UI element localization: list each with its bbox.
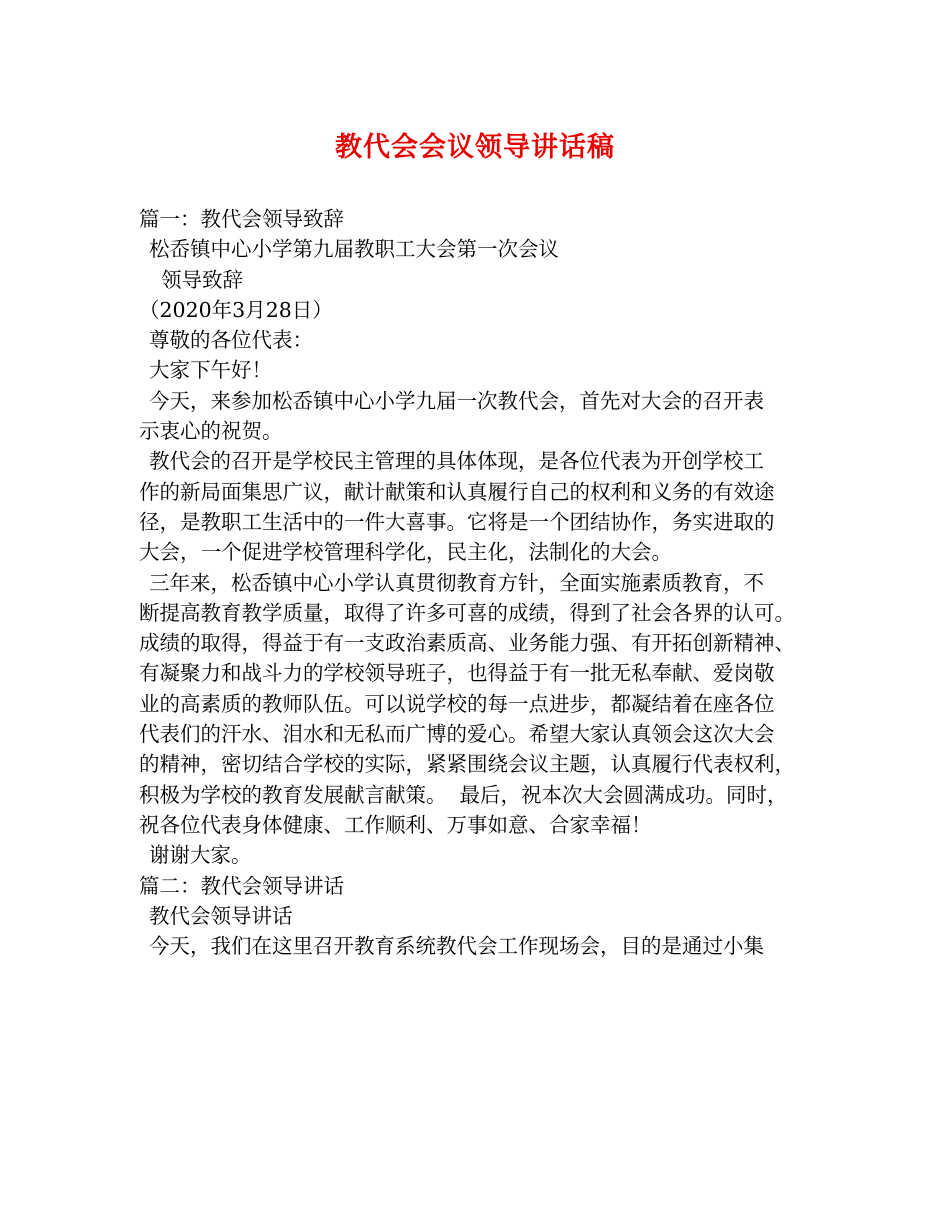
- paragraph-line: 示衷心的祝贺。: [139, 419, 283, 444]
- paragraph-line: 有凝聚力和战斗力的学校领导班子，也得益于有一批无私奉献、爱岗敬: [139, 661, 775, 686]
- paragraph-line: 作的新局面集思广议，献计献策和认真履行自己的权利和义务的有效途: [139, 479, 775, 504]
- paragraph-line: 祝各位代表身体健康、工作顺利、万事如意、合家幸福！: [139, 812, 652, 837]
- paragraph-line: 三年来，松岙镇中心小学认真贯彻教育方针，全面实施素质教育，不: [149, 570, 764, 595]
- closing-thanks: 谢谢大家。: [149, 843, 252, 868]
- paragraph-line: 今天，我们在这里召开教育系统教代会工作现场会，目的是通过小集: [149, 934, 764, 959]
- paragraph-line: 今天，来参加松岙镇中心小学九届一次教代会，首先对大会的召开表: [149, 388, 764, 413]
- speech-subtitle: 教代会领导讲话: [149, 903, 293, 928]
- meeting-name: 松岙镇中心小学第九届教职工大会第一次会议: [149, 237, 559, 262]
- section-heading: 篇二：教代会领导讲话: [139, 873, 344, 898]
- paragraph-line: 径，是教职工生活中的一件大喜事。它将是一个团结协作，务实进取的: [139, 509, 775, 534]
- document-body: [139, 204, 819, 961]
- paragraph-line: 积极为学校的教育发展献言献策。 最后，祝本次大会圆满成功。同时，: [139, 782, 788, 807]
- speech-subtitle: 领导致辞: [161, 267, 243, 292]
- paragraph-line: 断提高教育教学质量，取得了许多可喜的成绩，得到了社会各界的认可。: [139, 600, 795, 625]
- paragraph-line: 大会，一个促进学校管理科学化，民主化，法制化的大会。: [139, 540, 672, 565]
- speech-date: （2020年3月28日）: [139, 297, 333, 322]
- paragraph-line: 成绩的取得，得益于有一支政治素质高、业务能力强、有开拓创新精神、: [139, 631, 795, 656]
- salutation: 尊敬的各位代表：: [149, 328, 313, 353]
- paragraph-line: 的精神，密切结合学校的实际，紧紧围绕会议主题，认真履行代表权利，: [139, 752, 795, 777]
- greeting: 大家下午好！: [149, 358, 272, 383]
- paragraph-line: 代表们的汗水、泪水和无私而广博的爱心。希望大家认真领会这次大会: [139, 722, 775, 747]
- document-title: 教代会会议领导讲话稿: [335, 132, 615, 163]
- paragraph-line: 教代会的召开是学校民主管理的具体体现，是各位代表为开创学校工: [149, 449, 764, 474]
- paragraph-line: 业的高素质的教师队伍。可以说学校的每一点进步，都凝结着在座各位: [139, 691, 775, 716]
- section-heading: 篇一：教代会领导致辞: [139, 207, 344, 231]
